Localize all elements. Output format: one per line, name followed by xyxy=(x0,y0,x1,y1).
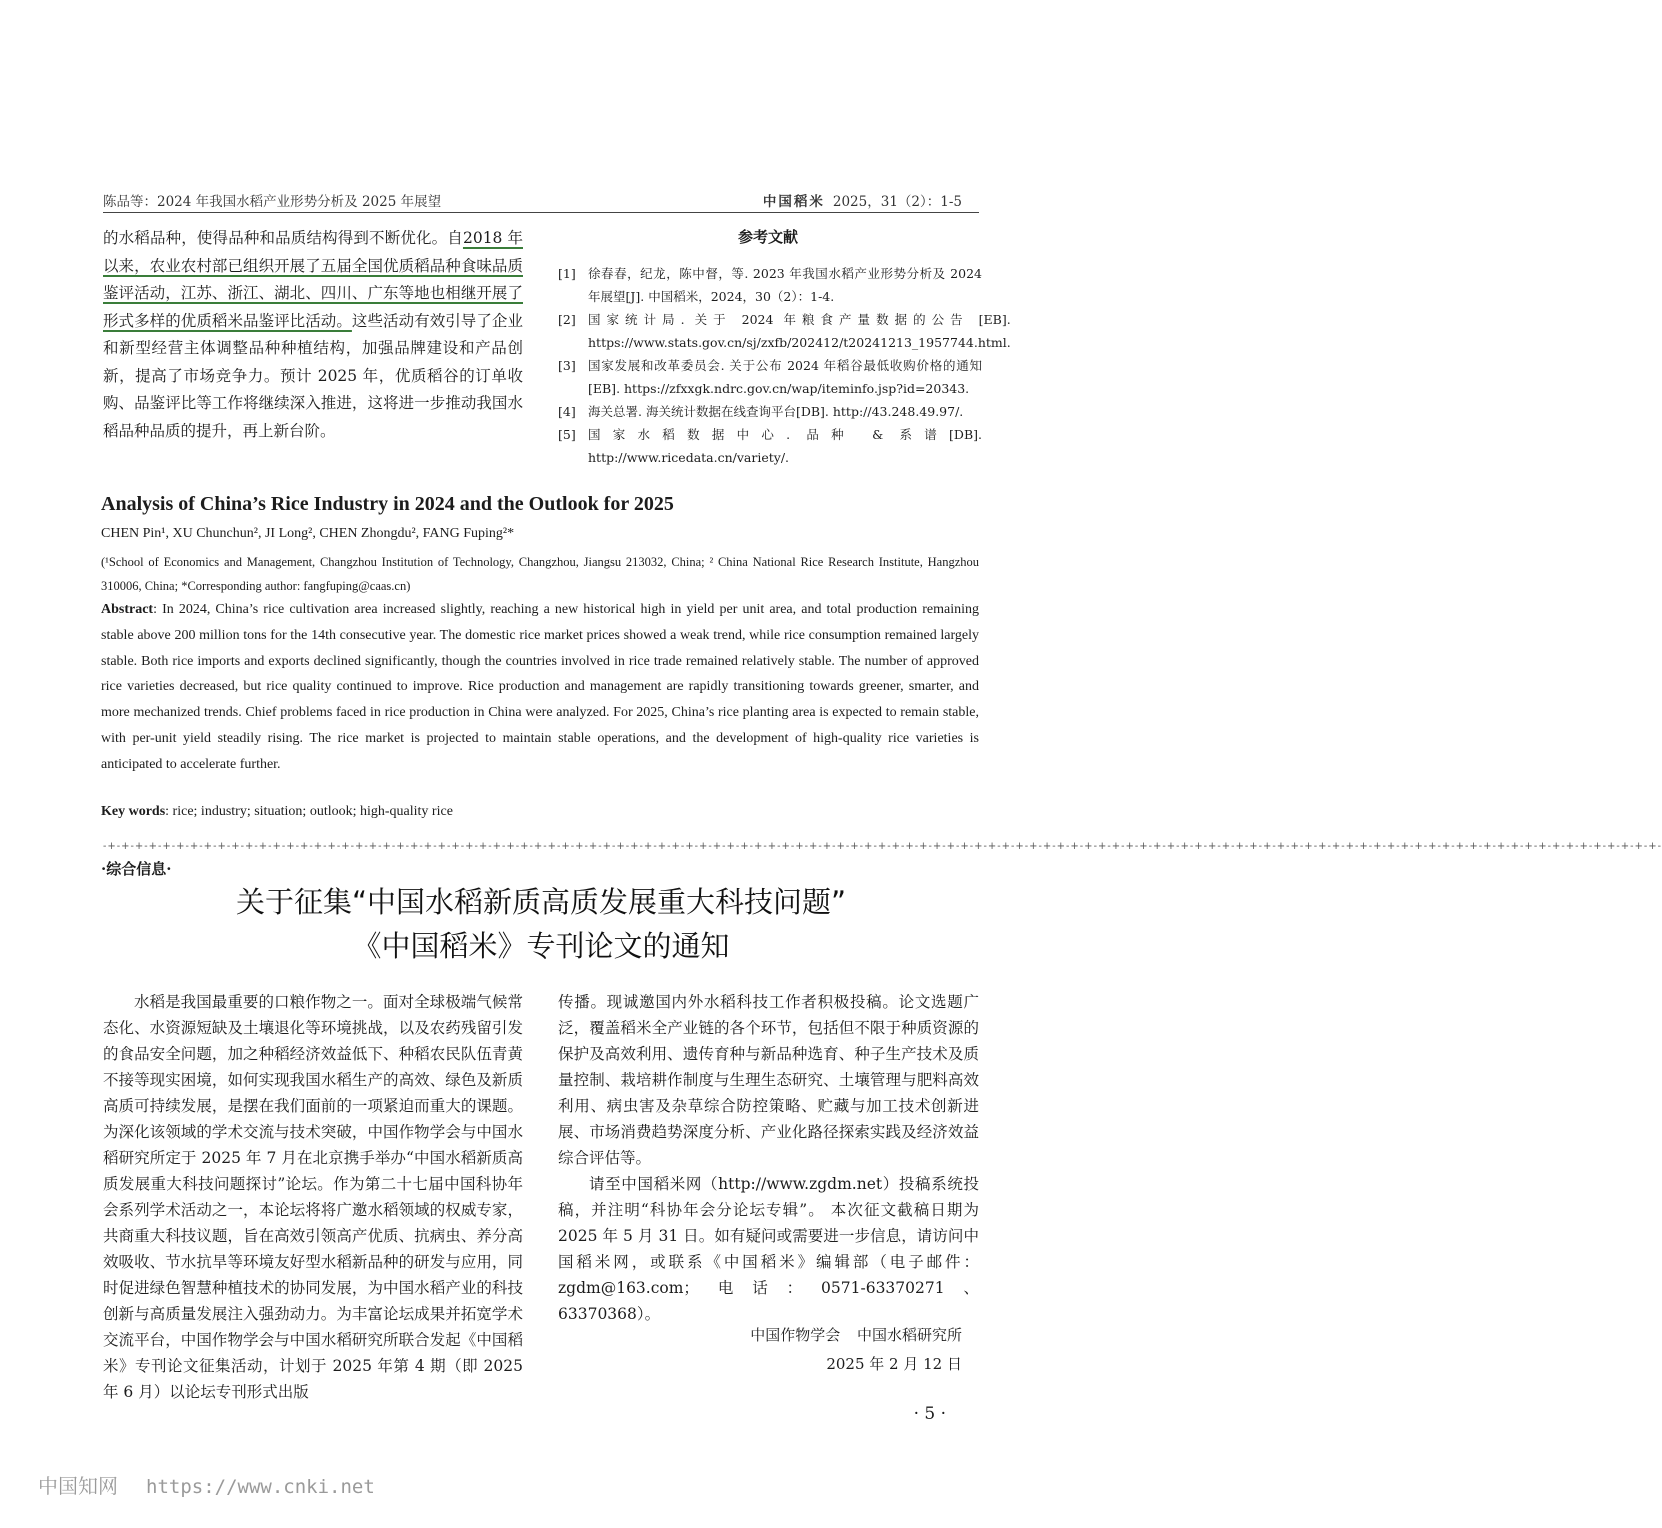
journal-brand: 中国稻米 xyxy=(762,194,825,210)
abstract-text: : In 2024, China’s rice cultivation area increased slightly, reaching a new historical high in yield per unit area, and total production remaining stable above 200 million tons for the 14th consecutive year. The domestic rice market prices showed a weak trend, while rice consumption remained largely stable. Both rice imports and exports declined significantly, though the countries involved in rice trade remained relatively stable. The number of approved rice varieties decreased, but rice quality continued to improve. Rice production and management are rapidly transitioning towards greener, smarter, and more mechanized trends. Chief problems faced in rice production in China were analyzed. For 2025, China’s rice planting area is expected to remain stable, with per-unit yield steadily rising. The rice market is projected to maintain stable operations, and the development of high-quality rice varieties is anticipated to accelerate further. xyxy=(101,602,979,772)
keywords-label: Key words xyxy=(101,804,166,819)
reference-text: 国家发展和改革委员会. 关于公布 2024 年稻谷最低收购价格的通知[EB]. https://zfxxgk.ndrc.gov.cn/wap/iteminfo.jsp?id=20343. xyxy=(588,358,982,396)
reference-item xyxy=(558,354,982,400)
body-text-1: 的水稻品种，使得品种和品质结构得到不断优化。自 xyxy=(103,229,463,247)
reference-item xyxy=(558,262,982,308)
notice-left-column xyxy=(103,989,523,1405)
watermark-name: 中国知网 xyxy=(38,1474,118,1498)
section-divider: -+-+-+-+-+-+-+-+-+-+-+-+-+-+-+-+-+-+-+-+-+-+-+-+-+-+-+-+-+-+-+-+-+-+-+-+-+-+-+-+-+-+-+-+-+-+-+-+-+-+-+-+-+-+-+-+-+-+-+-+-+-+-+-+-+-+-+-+-+-+-+-+-+-+-+-+-+-+-+-+-+-+-+-+-+-+-+-+-+-+-+-+-+-+-+-+-+-+-+-+-+-+-+-+-+-+-+-+-+-+-+-+-+- xyxy=(103,841,1662,852)
english-affiliation: (¹School of Economics and Management, Changzhou Institution of Technology, Changzhou, Jiangsu 213032, China; ² China National Rice Research Institute, Hangzhou 310006, China; *Corresponding author: fangfuping@caas.cn) xyxy=(101,555,979,593)
journal-citation: 2025，31（2）：1-5 xyxy=(832,194,962,210)
reference-text: 国家统计局. 关于 2024 年粮食产量数据的公告 [EB]. https://www.stats.gov.cn/sj/zxfb/202412/t20241213_1957744.html. xyxy=(588,312,1011,350)
reference-item xyxy=(558,423,982,469)
notice-paragraph-1: 水稻是我国最重要的口粮作物之一。面对全球极端气候常态化、水资源短缺及土壤退化等环境挑战，以及农药残留引发的食品安全问题，加之种稻经济效益低下、种稻农民队伍青黄不接等现实困境，如何实现我国水稻生产的高效、绿色及新质高质可持续发展，是摆在我们面前的一项紧迫而重大的课题。为深化该领域的学术交流与技术突破，中国作物学会与中国水稻研究所定于 2025 年 7 月在北京携手举办“中国水稻新质高质发展重大科技问题探讨”论坛。作为第二十七届中国科协年会系列学术活动之一，本论坛将将广邀水稻领域的权威专家，共商重大科技议题，旨在高效引领高产优质、抗病虫、养分高效吸收、节水抗旱等环境友好型水稻新品种的研发与应用，同时促进绿色智慧种植技术的协同发展，为中国水稻产业的科技创新与高质量发展注入强劲动力。为丰富论坛成果并拓宽学术交流平台，中国作物学会与中国水稻研究所联合发起《中国稻米》专刊论文征集活动，计划于 2025 年第 4 期（即 2025 年 6 月）以论坛专刊形式出版 xyxy=(103,993,523,1401)
notice-title-line1: 关于征集“中国水稻新质高质发展重大科技问题” xyxy=(235,885,847,919)
english-title: Analysis of China’s Rice Industry in 2024 and the Outlook for 2025 xyxy=(101,493,674,515)
reference-number: [4] xyxy=(558,404,576,419)
section-tag: ·综合信息· xyxy=(101,860,172,878)
references-heading: 参考文献 xyxy=(737,228,798,246)
reference-text: 国家水稻数据中心. 品种 & 系谱[DB]. http://www.ricedata.cn/variety/. xyxy=(588,427,982,465)
reference-text: 海关总署. 海关统计数据在线查询平台[DB]. http://43.248.49.97/. xyxy=(588,404,964,419)
english-abstract xyxy=(101,597,979,778)
reference-number: [2] xyxy=(558,312,576,327)
notice-right-column xyxy=(558,989,979,1327)
body-text-underlined: 2018 年以来，农业农村部已组织开展了五届全国优质稻品种食味品质鉴评活动，江苏、浙江、湖北、四川、广东等地也相继开展了形式多样的优质稻米品鉴评比活动。 xyxy=(103,229,523,330)
abstract-label: Abstract xyxy=(101,602,154,617)
english-authors: CHEN Pin¹, XU Chunchun², JI Long², CHEN Zhongdu², FANG Fuping²* xyxy=(101,526,515,541)
page-number: · 5 · xyxy=(913,1404,946,1424)
header-rule xyxy=(103,212,979,213)
reference-number: [5] xyxy=(558,427,576,442)
reference-item xyxy=(558,308,1011,354)
notice-title-line2: 《中国稻米》专刊论文的通知 xyxy=(352,929,730,963)
running-header-title: 陈品等：2024 年我国水稻产业形势分析及 2025 年展望 xyxy=(103,194,442,210)
reference-number: [3] xyxy=(558,358,576,373)
reference-text: 徐春春，纪龙，陈中督，等. 2023 年我国水稻产业形势分析及 2024 年展望[J]. 中国稻米，2024，30（2）：1-4. xyxy=(588,266,982,304)
body-paragraph xyxy=(103,225,523,445)
references-list xyxy=(558,262,1011,469)
cnki-watermark xyxy=(38,1470,375,1499)
notice-paragraph-2: 传播。现诚邀国内外水稻科技工作者积极投稿。论文选题广泛，覆盖稻米全产业链的各个环节，包括但不限于种质资源的保护及高效利用、遗传育种与新品种选育、种子生产技术及质量控制、栽培耕作制度与生理生态研究、土壤管理与肥料高效利用、病虫害及杂草综合防控策略、贮藏与加工技术创新进展、市场消费趋势深度分析、产业化路径探索实践及经济效益综合评估等。 xyxy=(558,993,979,1167)
english-keywords xyxy=(101,804,453,820)
notice-signatories: 中国作物学会 中国水稻研究所 xyxy=(750,1326,962,1344)
reference-number: [1] xyxy=(558,266,576,281)
watermark-url: https://www.cnki.net xyxy=(146,1476,375,1498)
notice-paragraph-3: 请至中国稻米网（http://www.zgdm.net）投稿系统投稿，并注明“科协年会分论坛专辑”。 本次征文截稿日期为 2025 年 5 月 31 日。如有疑问或需要进一步信息，请访问中国稻米网，或联系《中国稻米》编辑部（电子邮件：zgdm@163.com；电话：0571-63370271、63370368）。 xyxy=(558,1175,979,1323)
running-header-citation xyxy=(763,190,962,210)
keywords-text: : rice; industry; situation; outlook; high-quality rice xyxy=(165,804,453,819)
reference-item xyxy=(558,400,982,423)
notice-date: 2025 年 2 月 12 日 xyxy=(826,1355,962,1373)
body-text-2: 这些活动有效引导了企业和新型经营主体调整品种种植结构，加强品牌建设和产品创新，提高了市场竞争力。预计 2025 年，优质稻谷的订单收购、品鉴评比等工作将继续深入推进，这将进一步推动我国水稻品种品质的提升，再上新台阶。 xyxy=(103,311,523,440)
